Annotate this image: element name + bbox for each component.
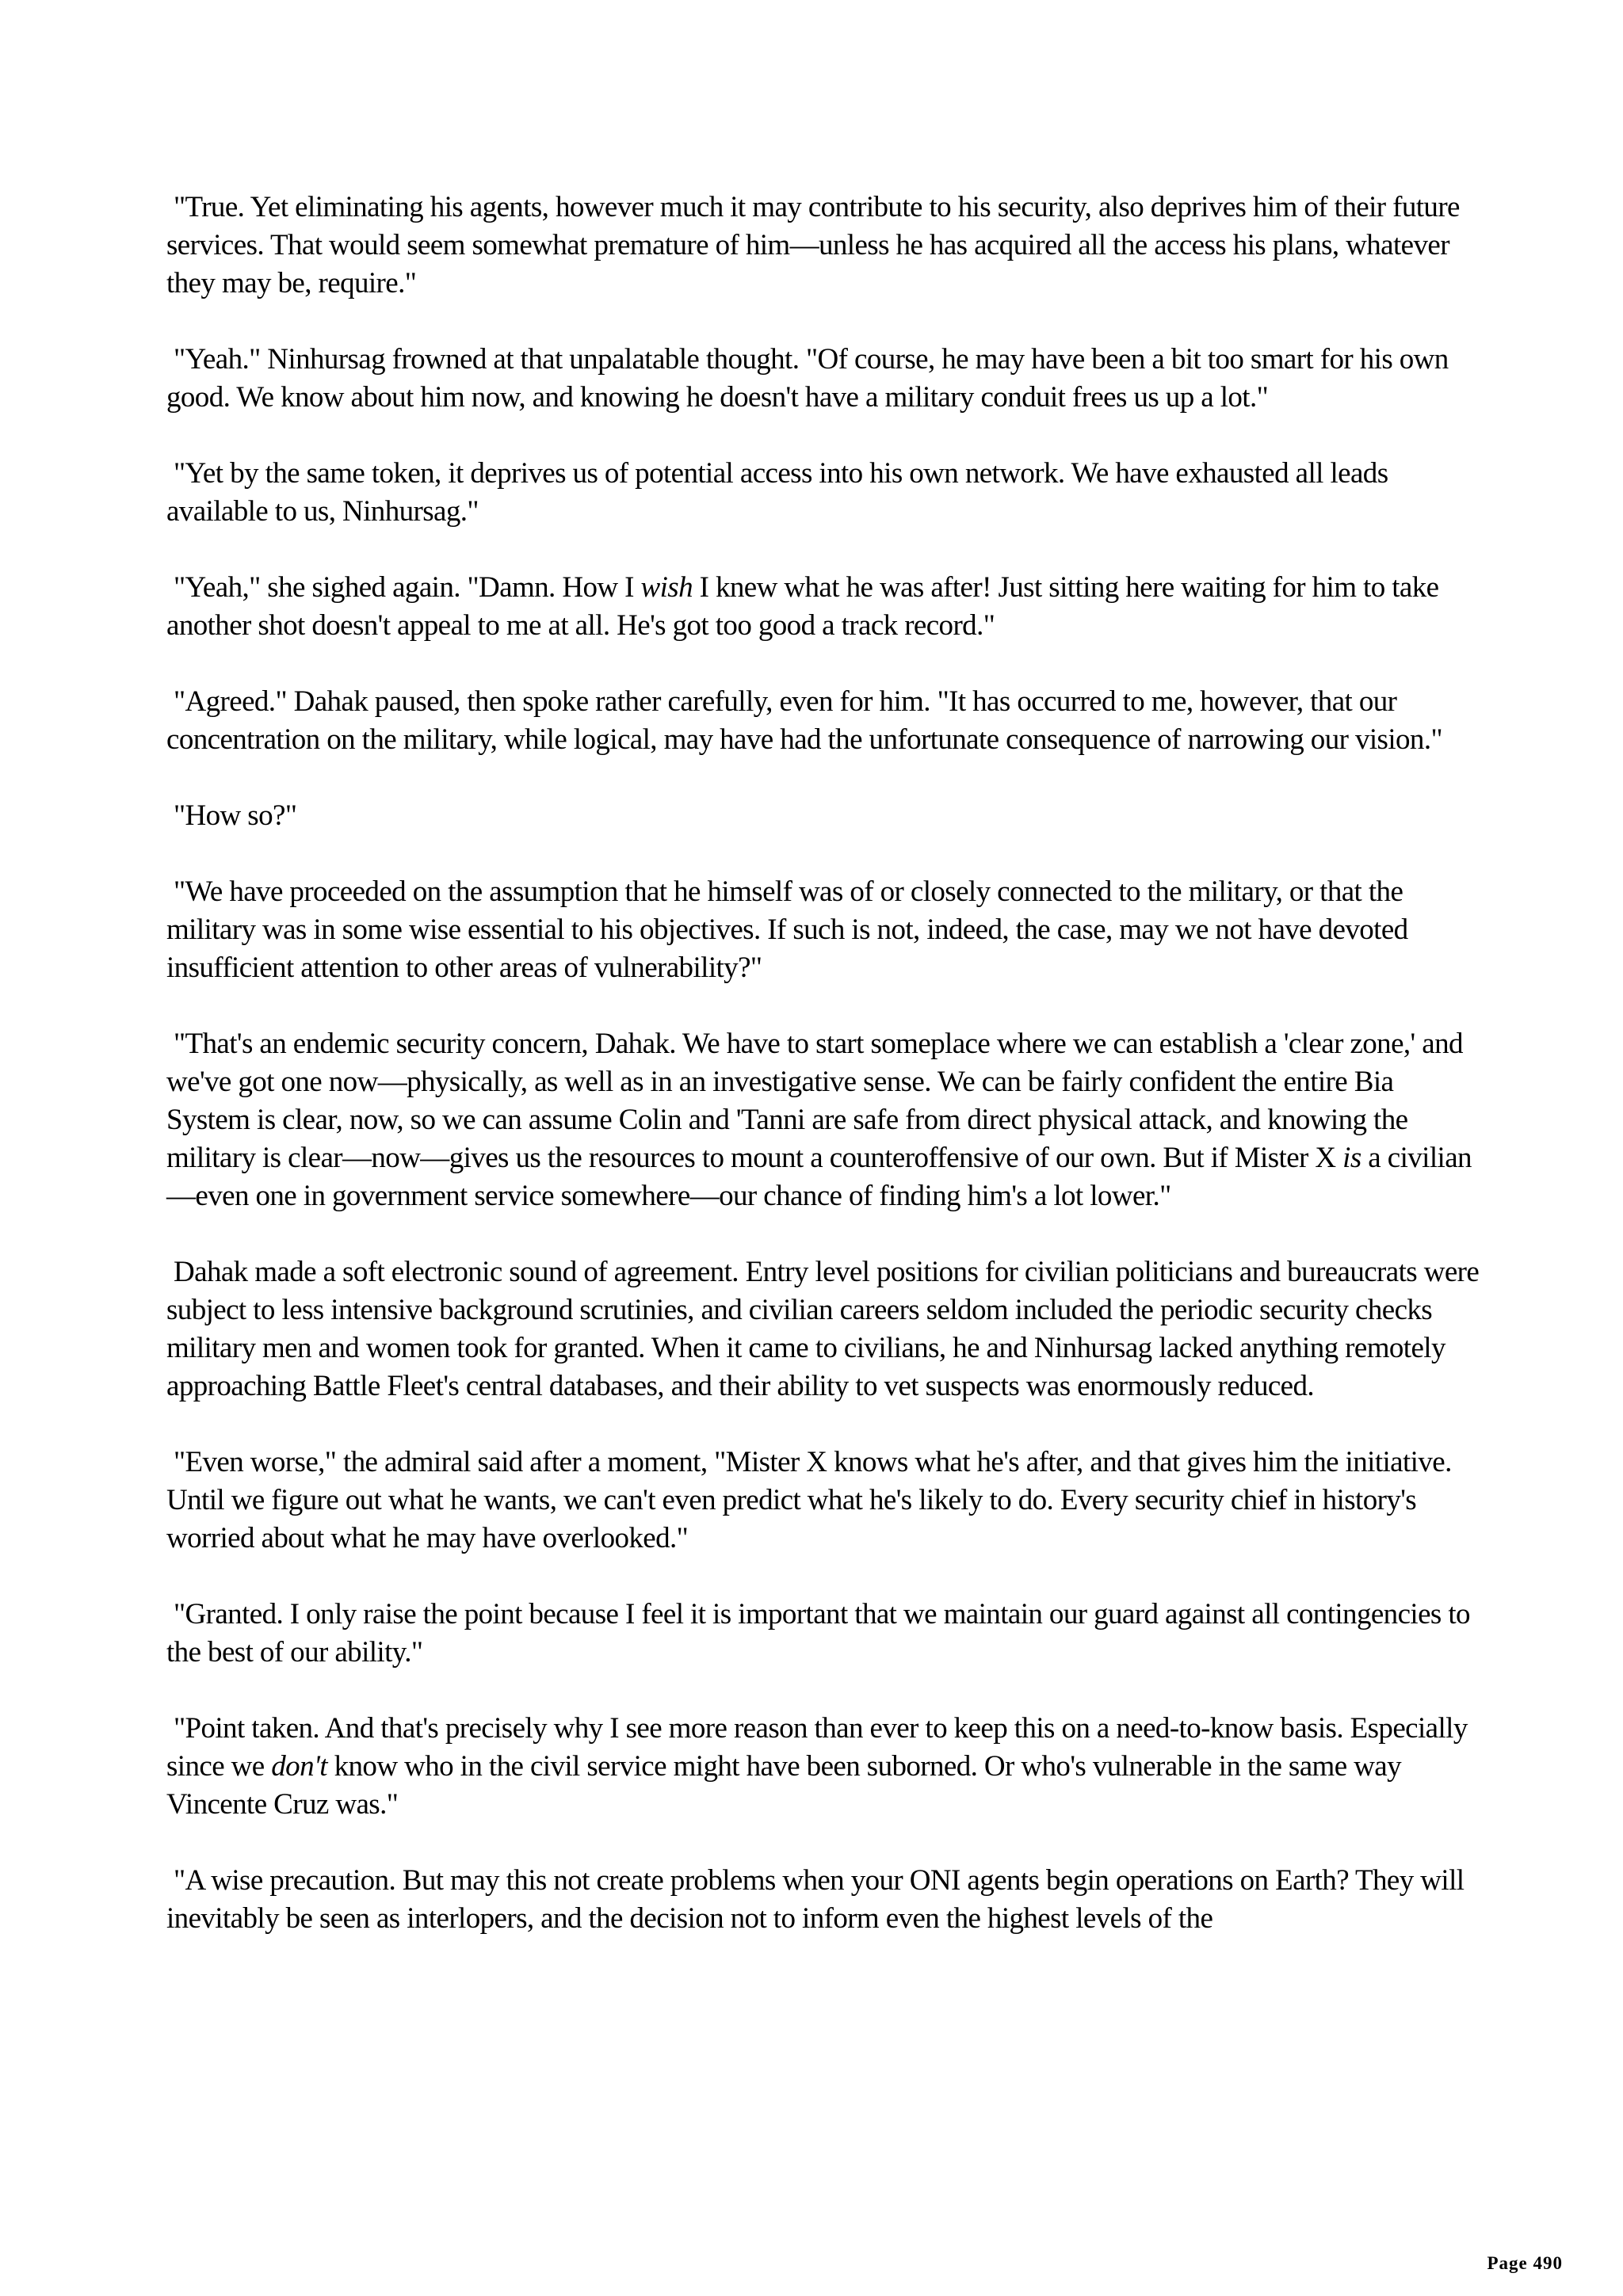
italic-text: is [1342,1142,1361,1174]
paragraph [166,455,1482,531]
text-run: Dahak made a soft electronic sound of agreement. Entry level positions for civilian politicians and bureaucrats were subject to less intensive background scrutinies, and civilian careers seldom included the periodic security checks military men and women took for granted. When it came to civilians, he and Ninhursag lacked anything remotely approaching Battle Fleet's central databases, and their ability to vet suspects was enormously reduced. [166,1256,1480,1402]
page-number: Page 490 [1487,2253,1563,2273]
text-run: "True. Yet eliminating his agents, however much it may contribute to his security, also deprives him of their future services. That would seem somewhat premature of him—unless he has acquired all the access his plans, whatever they may be, require." [166,191,1460,299]
paragraph [166,1025,1482,1215]
paragraph [166,797,1482,835]
paragraph [166,569,1482,645]
paragraph [166,1444,1482,1558]
paragraph [166,189,1482,303]
paragraph [166,1253,1482,1405]
text-run: "We have proceeded on the assumption that he himself was of or closely connected to the military, or that the military was in some wise essential to his objectives. If such is not, indeed, the case, may we not have devoted insufficient attention to other areas of vulnerability?" [166,875,1408,984]
text-run: "A wise precaution. But may this not create problems when your ONI agents begin operations on Earth? They will inevitably be seen as interlopers, and the decision not to inform even the highest levels of the [166,1864,1465,1935]
text-run: "That's an endemic security concern, Dahak. We have to start someplace where we can establish a 'clear zone,' and we've got one now—physically, as well as in an investigative sense. We can be fairly confident the entire Bia System is clear, now, so we can assume Colin and 'Tanni are safe from direct physical attack, and knowing the military is clear—now—gives us the resources to mount a counteroffensive of our own. But if Mister X [166,1028,1463,1174]
text-run: a civilian—even one in government service somewhere—our chance of finding him's a lot lower." [166,1142,1472,1212]
italic-text: don't [271,1750,327,1783]
body-text [166,189,1482,1976]
paragraph [166,683,1482,759]
text-run: "Agreed." Dahak paused, then spoke rather carefully, even for him. "It has occurred to me, however, that our concentration on the military, while logical, may have had the unfortunate consequence of narrowing our vision." [166,685,1442,756]
paragraph [166,1596,1482,1672]
text-run: "Even worse," the admiral said after a moment, "Mister X knows what he's after, and that gives him the initiative. Until we figure out what he wants, we can't even predict what he's likely to do. Every security chief in history's worried about what he may have overlooked." [166,1446,1452,1554]
text-run: "Yeah," she sighed again. "Damn. How I [174,571,641,604]
paragraph [166,873,1482,987]
text-run: "Point taken. And that's precisely why I see more reason than ever to keep this on a need-to-know basis. Especially since we [166,1712,1468,1783]
paragraph [166,1710,1482,1824]
paragraph [166,341,1482,417]
italic-text: wish [640,571,693,604]
text-run: I knew what he was after! Just sitting here waiting for him to take another shot doesn't appeal to me at all. He's got too good a track record." [166,571,1439,642]
text-run: know who in the civil service might have been suborned. Or who's vulnerable in the same way Vincente Cruz was." [166,1750,1402,1821]
text-run: "Yeah." Ninhursag frowned at that unpalatable thought. "Of course, he may have been a bit too smart for his own good. We know about him now, and knowing he doesn't have a military conduit frees us up a lot." [166,343,1449,414]
paragraph [166,1862,1482,1938]
text-run: "How so?" [174,799,297,832]
text-run: "Yet by the same token, it deprives us of potential access into his own network. We have exhausted all leads available to us, Ninhursag." [166,457,1388,528]
text-run: "Granted. I only raise the point because I feel it is important that we maintain our guard against all contingencies to the best of our ability." [166,1598,1470,1669]
